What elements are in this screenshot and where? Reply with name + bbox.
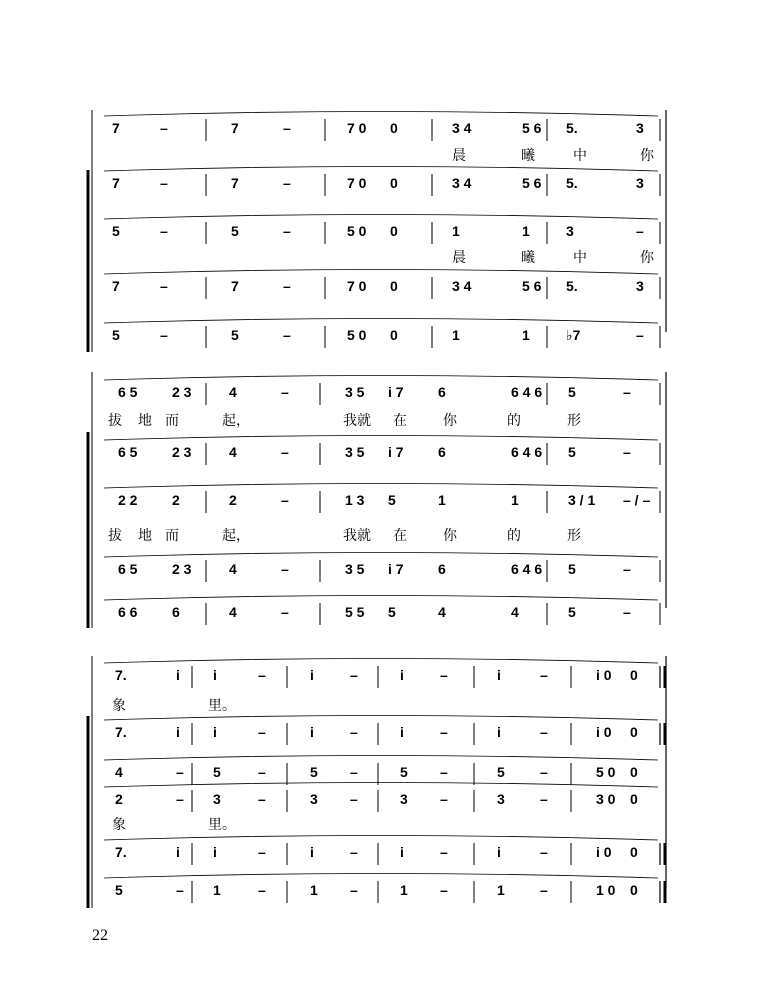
note: i 7 [388, 384, 404, 400]
note: 1 [452, 223, 460, 239]
note: 2 3 [172, 561, 192, 577]
note: – [350, 724, 358, 740]
note: – [440, 667, 448, 683]
note: 1 [452, 327, 460, 343]
note: – [258, 844, 266, 860]
note: 4 [229, 561, 237, 577]
note: – [281, 384, 289, 400]
note: 3 4 [452, 120, 472, 136]
note: – [540, 764, 548, 780]
slur [104, 112, 658, 117]
note: 5 [231, 223, 239, 239]
page-number: 22 [92, 927, 108, 944]
note: 6 6 [118, 604, 138, 620]
note: 2 [115, 791, 123, 807]
note: 5 [568, 444, 576, 460]
lyric: 起， [222, 528, 250, 544]
note: – [283, 120, 291, 136]
note: 0 [390, 278, 398, 294]
note: – [540, 882, 548, 898]
note: i 0 [596, 724, 612, 740]
lyric: 拔 [108, 413, 122, 429]
note: 3 [497, 791, 505, 807]
note: – [176, 882, 184, 898]
note: 5 [231, 327, 239, 343]
note: – [258, 791, 266, 807]
note: – [283, 175, 291, 191]
note: 5 [115, 882, 123, 898]
note: 7. [115, 667, 127, 683]
lyric: 地 [138, 528, 152, 544]
note: 4 [115, 764, 123, 780]
note: 6 [172, 604, 180, 620]
note: i [400, 667, 404, 683]
note: – [350, 667, 358, 683]
note: i [497, 724, 501, 740]
note: i 0 [596, 667, 612, 683]
lyric: 我就 [343, 528, 371, 544]
note: 2 3 [172, 384, 192, 400]
note: – [540, 667, 548, 683]
note: 7 0 [347, 120, 367, 136]
note: – [540, 724, 548, 740]
note: 0 [630, 667, 638, 683]
note: 5 [213, 764, 221, 780]
note: – [160, 223, 168, 239]
note: 1 3 [345, 492, 365, 508]
lyric: 中 [573, 148, 587, 164]
note: – [540, 791, 548, 807]
note: 3 [636, 175, 644, 191]
note: 5. [566, 278, 578, 294]
note: 5 [388, 492, 396, 508]
note: 3 / 1 [568, 492, 596, 508]
slur [104, 376, 658, 381]
note: 4 [229, 384, 237, 400]
lyrics [108, 147, 655, 833]
lyric: 地 [138, 413, 152, 429]
note: 5 [568, 561, 576, 577]
note: 5 0 [596, 764, 616, 780]
note: 5 [310, 764, 318, 780]
note: 3 4 [452, 175, 472, 191]
note: – [258, 724, 266, 740]
slur [104, 167, 658, 172]
note: – [176, 764, 184, 780]
note: i [310, 724, 314, 740]
note: 0 [630, 724, 638, 740]
lyric: 中 [573, 250, 587, 266]
slur [104, 436, 658, 441]
note: 6 4 6 [511, 561, 543, 577]
note: 6 5 [118, 384, 138, 400]
note: 0 [630, 764, 638, 780]
note: i [213, 667, 217, 683]
note: 7. [115, 844, 127, 860]
note: i [213, 844, 217, 860]
note: – [160, 120, 168, 136]
note: 2 2 [118, 492, 138, 508]
note: 0 [390, 327, 398, 343]
note: – [440, 844, 448, 860]
lyric: 里。 [208, 817, 236, 833]
note: – / – [623, 492, 651, 508]
note: 3 [213, 791, 221, 807]
note: 1 [213, 882, 221, 898]
note: 0 [390, 120, 398, 136]
note: 3 5 [345, 444, 365, 460]
note: 1 0 [596, 882, 616, 898]
slur [104, 319, 658, 324]
note: – [160, 175, 168, 191]
lyric: 象 [112, 698, 126, 714]
note: 4 [511, 604, 519, 620]
note: – [283, 327, 291, 343]
slur [104, 484, 658, 489]
note: 5. [566, 120, 578, 136]
note: 5 0 [347, 327, 367, 343]
slur [104, 659, 658, 664]
note: – [258, 764, 266, 780]
note: 6 5 [118, 561, 138, 577]
lyric: 你 [443, 413, 457, 429]
lyric: 里。 [208, 698, 236, 714]
note: 3 4 [452, 278, 472, 294]
lyric: 象 [112, 817, 126, 833]
note: i 7 [388, 444, 404, 460]
note: i [310, 667, 314, 683]
note: 6 4 6 [511, 444, 543, 460]
note: 6 [438, 384, 446, 400]
note: – [623, 444, 631, 460]
note: 3 [636, 120, 644, 136]
note: 0 [630, 791, 638, 807]
slur [104, 874, 658, 879]
note: 0 [630, 844, 638, 860]
note: – [160, 327, 168, 343]
note: 5 [400, 764, 408, 780]
note: – [636, 327, 644, 343]
lyric: 形 [567, 528, 581, 544]
note: 5 [112, 223, 120, 239]
note: 5 5 [345, 604, 365, 620]
note: 6 5 [118, 444, 138, 460]
lyric: 我就 [343, 413, 371, 429]
slur [104, 215, 658, 220]
lyric: 在 [393, 528, 407, 544]
note: i 0 [596, 844, 612, 860]
note: 7 [112, 278, 120, 294]
note: – [350, 844, 358, 860]
note: i [176, 724, 180, 740]
note: 3 0 [596, 791, 616, 807]
note: i 7 [388, 561, 404, 577]
note: – [350, 791, 358, 807]
note: 2 [172, 492, 180, 508]
note: 5 [497, 764, 505, 780]
note: – [160, 278, 168, 294]
note: i [176, 844, 180, 860]
note: 7 [112, 175, 120, 191]
slur [104, 270, 658, 275]
note: 1 [438, 492, 446, 508]
note: 5 6 [522, 175, 542, 191]
note: – [623, 561, 631, 577]
note: 0 [390, 223, 398, 239]
note: 3 [566, 223, 574, 239]
lyric: 而 [165, 528, 179, 544]
slur [104, 596, 658, 601]
note: 1 [497, 882, 505, 898]
lyric: 晨 [452, 250, 466, 266]
note: – [281, 492, 289, 508]
note: 3 5 [345, 384, 365, 400]
note: – [258, 882, 266, 898]
note: – [258, 667, 266, 683]
note: 7 [231, 175, 239, 191]
slur [104, 783, 658, 788]
lyric: 起， [222, 413, 250, 429]
note: – [350, 882, 358, 898]
note: 7. [115, 724, 127, 740]
note: 2 [229, 492, 237, 508]
lyric: 你 [443, 528, 457, 544]
note: 7 [112, 120, 120, 136]
note: – [540, 844, 548, 860]
lyric: 晨 [452, 148, 466, 164]
note: 1 [400, 882, 408, 898]
note: – [283, 278, 291, 294]
note: 3 [636, 278, 644, 294]
note: 7 [231, 278, 239, 294]
note: i [310, 844, 314, 860]
notation [104, 112, 665, 904]
note: i [497, 844, 501, 860]
note: 5. [566, 175, 578, 191]
note: i [213, 724, 217, 740]
lyric: 拔 [108, 528, 122, 544]
note: – [636, 223, 644, 239]
lyric: 曦 [521, 250, 535, 266]
note: – [283, 223, 291, 239]
staff-structure [88, 110, 666, 908]
lyric: 形 [567, 413, 581, 429]
note: – [623, 604, 631, 620]
lyric: 的 [507, 528, 521, 544]
note: 0 [390, 175, 398, 191]
slur [104, 553, 658, 558]
note: i [400, 724, 404, 740]
lyric: 的 [507, 413, 521, 429]
note: – [350, 764, 358, 780]
note: 6 [438, 444, 446, 460]
note: – [440, 724, 448, 740]
note: ♭7 [566, 327, 581, 343]
note: – [281, 604, 289, 620]
note: 5 6 [522, 278, 542, 294]
note: 7 [231, 120, 239, 136]
note: 4 [438, 604, 446, 620]
note: i [400, 844, 404, 860]
note: 5 [112, 327, 120, 343]
slur [104, 756, 658, 761]
lyric: 在 [393, 413, 407, 429]
note: 5 [568, 604, 576, 620]
note: 5 0 [347, 223, 367, 239]
note: – [281, 444, 289, 460]
note: – [176, 791, 184, 807]
slur [104, 836, 658, 841]
note: i [176, 667, 180, 683]
note: 3 5 [345, 561, 365, 577]
note: 7 0 [347, 175, 367, 191]
note: 4 [229, 444, 237, 460]
note: 0 [630, 882, 638, 898]
note: – [440, 764, 448, 780]
note: 1 [511, 492, 519, 508]
note: 3 [400, 791, 408, 807]
note: 1 [522, 223, 530, 239]
note: 5 [388, 604, 396, 620]
note: 6 [438, 561, 446, 577]
lyric: 你 [640, 250, 654, 266]
note: – [440, 882, 448, 898]
note: 7 0 [347, 278, 367, 294]
lyric: 你 [640, 148, 654, 164]
note: 5 [568, 384, 576, 400]
note: 3 [310, 791, 318, 807]
note: 1 [310, 882, 318, 898]
note: 1 [522, 327, 530, 343]
note: – [623, 384, 631, 400]
lyric: 曦 [521, 148, 535, 164]
slur [104, 716, 658, 721]
note: 6 4 6 [511, 384, 543, 400]
note: – [281, 561, 289, 577]
note: 2 3 [172, 444, 192, 460]
note: – [440, 791, 448, 807]
note: 5 6 [522, 120, 542, 136]
note: 4 [229, 604, 237, 620]
lyric: 而 [165, 413, 179, 429]
note: i [497, 667, 501, 683]
